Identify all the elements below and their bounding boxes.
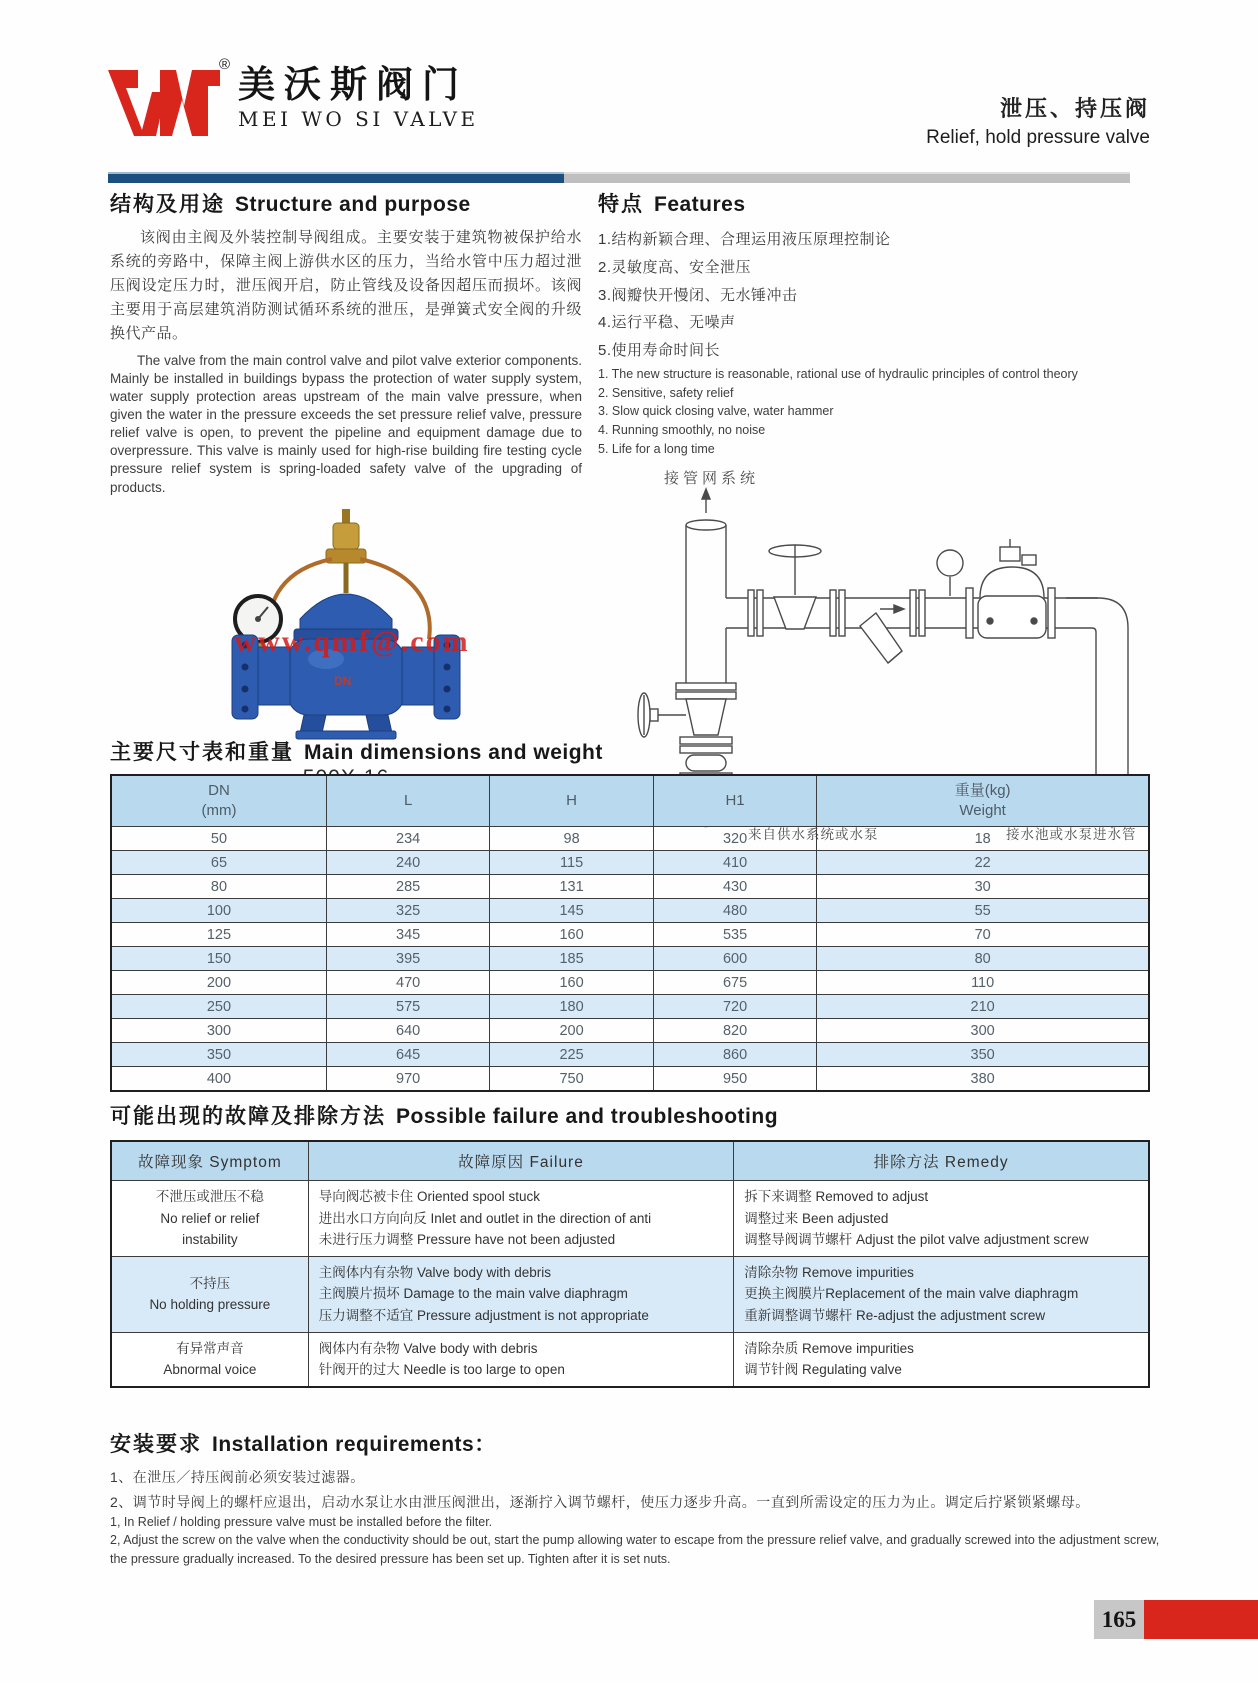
table-cell: 110 (817, 971, 1149, 995)
text-line: No holding pressure (149, 1297, 271, 1313)
table-cell: 300 (817, 1019, 1149, 1043)
divider-blue-segment (108, 172, 564, 183)
text-line: 主阀体内有杂物 Valve body with debris (318, 1264, 552, 1280)
list-item: 1, In Relief / holding pressure valve must be installed before the filter. (110, 1515, 493, 1530)
table-row (111, 923, 1149, 947)
logo-w-icon (104, 56, 230, 154)
text-line: 导向阀芯被卡住 Oriented spool stuck (318, 1189, 541, 1204)
table-cell: 720 (653, 995, 816, 1019)
table-cell: 225 (490, 1043, 653, 1067)
list-item: 2, Adjust the screw on the valve when the conductivity should be out, start the pump allowing water to escape from the pressure relief valve, and gradually screwed into the adjustment screw, the pressure gradually increased. To the desired pressure has been set up. Tighten after it is set nuts. (110, 1533, 1160, 1566)
table-cell: 345 (326, 923, 489, 947)
table-cell: 320 (653, 827, 816, 851)
table-cell: 640 (326, 1019, 489, 1043)
table-cell: 185 (490, 947, 653, 971)
logo-name-cn: 美沃斯阀门 (238, 62, 468, 106)
table-header-row (111, 775, 1149, 827)
table-row (111, 899, 1149, 923)
features-list-cn (598, 226, 1150, 365)
table-cell: 98 (490, 827, 653, 851)
column-header: L (326, 775, 489, 827)
list-item: 1、在泄压／持压阀前必须安装过滤器。 (110, 1469, 365, 1485)
table-cell: 645 (326, 1043, 489, 1067)
table-cell: 80 (817, 947, 1149, 971)
table-cell: 400 (111, 1067, 326, 1092)
table-cell: 350 (817, 1043, 1149, 1067)
table-cell: 535 (653, 923, 816, 947)
list-item: 2、调节时导阀上的螺杆应退出，启动水泵让水由泄压阀泄出，逐渐拧入调节螺杆，使压力逐步升高。一直到所需设定的压力为止。调定后拧紧锁紧螺母。 (110, 1493, 1090, 1510)
troubleshooting-section (110, 1100, 1150, 1388)
table-cell: 285 (326, 875, 489, 899)
table-cell: 22 (817, 851, 1149, 875)
table-cell: 18 (817, 827, 1149, 851)
table-cell: 750 (490, 1067, 653, 1092)
column-header: DN (mm) (111, 775, 326, 827)
list-item: 5. Life for a long time (598, 441, 715, 456)
installation-section (110, 1428, 1166, 1568)
features-list-en (598, 365, 1150, 459)
dimensions-title: 主要尺寸表和重量 Main dimensions and weight (110, 741, 603, 764)
installation-list-en (110, 1513, 1166, 1567)
valve-illustration (196, 507, 496, 757)
table-row (111, 1019, 1149, 1043)
divider-gray-segment (564, 172, 1130, 183)
list-item: 2.灵敏度高、安全泄压 (598, 258, 752, 276)
structure-section (110, 188, 582, 790)
structure-paragraph-en: The valve from the main control valve and pilot valve exterior components. Mainly be installed in buildings bypass the protection of water supply system, water supply protection areas upstream of the main valve pressure, when given the water in the pressure exceeds the set pressure relief valve, pressure relief valve is open, to prevent the pipeline and equipment damage due to overpressure. This valve is mainly used for high-rise building fire testing cycle pressure relief system is spring-loaded safety valve of the upgrading of products. (110, 353, 582, 495)
table-row (111, 995, 1149, 1019)
page-number: 165 (1094, 1600, 1144, 1639)
table-row (111, 1181, 1149, 1257)
table-cell: 575 (326, 995, 489, 1019)
product-title-en: Relief, hold pressure valve (926, 127, 1150, 148)
text-line: 调整导阀调节螺杆 Adjust the pilot valve adjustment screw (744, 1232, 1089, 1248)
table-cell: 325 (326, 899, 489, 923)
text-line: 不泄压或泄压不稳 (155, 1189, 264, 1204)
logo-text (238, 58, 479, 131)
column-header: 故障现象 Symptom (111, 1141, 308, 1181)
table-cell: 234 (326, 827, 489, 851)
product-title (926, 92, 1150, 149)
text-line: 有异常声音 (176, 1340, 244, 1356)
table-row (111, 947, 1149, 971)
text-line: Abnormal voice (163, 1362, 257, 1378)
table-cell: 600 (653, 947, 816, 971)
list-item: 1.结构新颖合理、合理运用液压原理控制论 (598, 231, 891, 248)
table-cell: 145 (490, 899, 653, 923)
table-cell: 200 (490, 1019, 653, 1043)
column-header: 排除方法 Remedy (734, 1141, 1149, 1181)
structure-paragraph-cn: 该阀由主阀及外装控制导阀组成。主要安装于建筑物被保护给水系统的旁路中，保障主阀上游供水区的压力，当给水管中压力超过泄压阀设定压力时，泄压阀开启，防止管线及设备因超压而损坏。该阀主要用于高层建筑消防测试循环系统的泄压，是弹簧式安全阀的升级换代产品。 (110, 229, 582, 342)
company-logo (104, 58, 479, 154)
table-cell: 180 (490, 995, 653, 1019)
remedy-cell (734, 1181, 1149, 1257)
text-line: 调整过来 Been adjusted (744, 1210, 889, 1226)
table-cell: 150 (111, 947, 326, 971)
photo-watermark: www.qmf@.com (234, 624, 470, 658)
table-cell: 200 (111, 971, 326, 995)
text-line: 未进行压力调整 Pressure have not been adjusted (318, 1232, 616, 1248)
logo-name-en: MEI WO SI VALVE (238, 106, 479, 131)
table-row (111, 851, 1149, 875)
list-item: 4. Running smoothly, no noise (598, 423, 766, 437)
column-header: 重量(kg) Weight (817, 775, 1149, 827)
text-line: 阀体内有杂物 Valve body with debris (318, 1340, 538, 1356)
text-line: 清除杂物 Remove impurities (744, 1264, 914, 1280)
list-item: 5.使用寿命时间长 (598, 342, 721, 359)
table-cell: 160 (490, 923, 653, 947)
table-cell: 160 (490, 971, 653, 995)
table-cell: 860 (653, 1043, 816, 1067)
symptom-cell (111, 1256, 308, 1332)
failure-cell (308, 1181, 734, 1257)
table-header-row (111, 1141, 1149, 1181)
failure-cell (308, 1256, 734, 1332)
table-row (111, 971, 1149, 995)
list-item: 2. Sensitive, safety relief (598, 385, 734, 400)
installation-title: 安装要求 Installation requirements： (110, 1433, 496, 1456)
features-title: 特点 Features (598, 193, 746, 216)
table-cell: 65 (111, 851, 326, 875)
table-cell: 480 (653, 899, 816, 923)
text-line: 主阀膜片损坏 Damage to the main valve diaphragm (318, 1286, 628, 1302)
diagram-label-top: 接管网系统 (664, 469, 760, 487)
table-cell: 100 (111, 899, 326, 923)
text-line: 压力调整不适宜 Pressure adjustment is not appropriate (318, 1307, 649, 1323)
table-cell: 131 (490, 875, 653, 899)
installation-list-cn (110, 1466, 1166, 1513)
list-item: 3. Slow quick closing valve, water hammer (598, 404, 834, 419)
text-line: 进出水口方向向反 Inlet and outlet in the direction of anti (318, 1210, 652, 1226)
table-cell: 395 (326, 947, 489, 971)
table-cell: 820 (653, 1019, 816, 1043)
text-line: 更换主阀膜片Replacement of the main valve diaphragm (744, 1286, 1079, 1302)
list-item: 3.阀瓣快开慢闭、无水锤冲击 (598, 286, 798, 304)
footer-red-bar (1144, 1600, 1258, 1639)
list-item: 1. The new structure is reasonable, rational use of hydraulic principles of control theory (598, 366, 1078, 381)
troubleshooting-title: 可能出现的故障及排除方法 Possible failure and troubleshooting (110, 1105, 779, 1128)
table-cell: 55 (817, 899, 1149, 923)
product-title-cn: 泄压、持压阀 (999, 96, 1150, 121)
symptom-cell (111, 1181, 308, 1257)
table-cell: 115 (490, 851, 653, 875)
table-cell: 240 (326, 851, 489, 875)
header-divider-bar (108, 172, 1130, 181)
list-item: 4.运行平稳、无噪声 (598, 314, 736, 332)
table-cell: 380 (817, 1067, 1149, 1092)
text-line: 调节针阀 Regulating valve (744, 1362, 902, 1378)
registered-mark: ® (218, 56, 230, 73)
text-line: 针阀开的过大 Needle is too large to open (318, 1362, 565, 1378)
table-row (111, 875, 1149, 899)
column-header: H1 (653, 775, 816, 827)
table-cell: 430 (653, 875, 816, 899)
column-header: H (490, 775, 653, 827)
text-line: 不持压 (189, 1275, 231, 1291)
column-header: 故障原因 Failure (308, 1141, 734, 1181)
table-cell: 30 (817, 875, 1149, 899)
table-row (111, 1067, 1149, 1092)
diagram-label-bottom-right: 接水池或水泵进水管 (1006, 826, 1137, 842)
table-row (111, 1332, 1149, 1387)
table-row (111, 1043, 1149, 1067)
table-cell: 970 (326, 1067, 489, 1092)
text-line: 清除杂质 Remove impurities (744, 1340, 914, 1356)
structure-title: 结构及用途 Structure and purpose (110, 193, 471, 216)
table-row (111, 1256, 1149, 1332)
table-cell: 410 (653, 851, 816, 875)
symptom-cell (111, 1332, 308, 1387)
text-line: No relief or relief (160, 1210, 260, 1226)
text-line: instability (182, 1232, 238, 1248)
diagram-label-bottom-left: 来自供水系统或水泵 (748, 826, 879, 842)
table-cell: 210 (817, 995, 1149, 1019)
remedy-cell (734, 1332, 1149, 1387)
table-cell: 70 (817, 923, 1149, 947)
table-row (111, 827, 1149, 851)
failure-cell (308, 1332, 734, 1387)
remedy-cell (734, 1256, 1149, 1332)
dimensions-table (110, 774, 1150, 1092)
table-cell: 350 (111, 1043, 326, 1067)
table-cell: 675 (653, 971, 816, 995)
table-cell: 80 (111, 875, 326, 899)
table-cell: 125 (111, 923, 326, 947)
table-cell: 50 (111, 827, 326, 851)
text-line: 重新调整调节螺杆 Re-adjust the adjustment screw (744, 1307, 1046, 1323)
dimensions-section (110, 736, 1150, 1092)
troubleshooting-table (110, 1140, 1150, 1388)
text-line: 拆下来调整 Removed to adjust (744, 1189, 929, 1204)
table-cell: 300 (111, 1019, 326, 1043)
svg-text:DN: DN (334, 673, 352, 688)
table-cell: 470 (326, 971, 489, 995)
table-cell: 950 (653, 1067, 816, 1092)
table-cell: 250 (111, 995, 326, 1019)
